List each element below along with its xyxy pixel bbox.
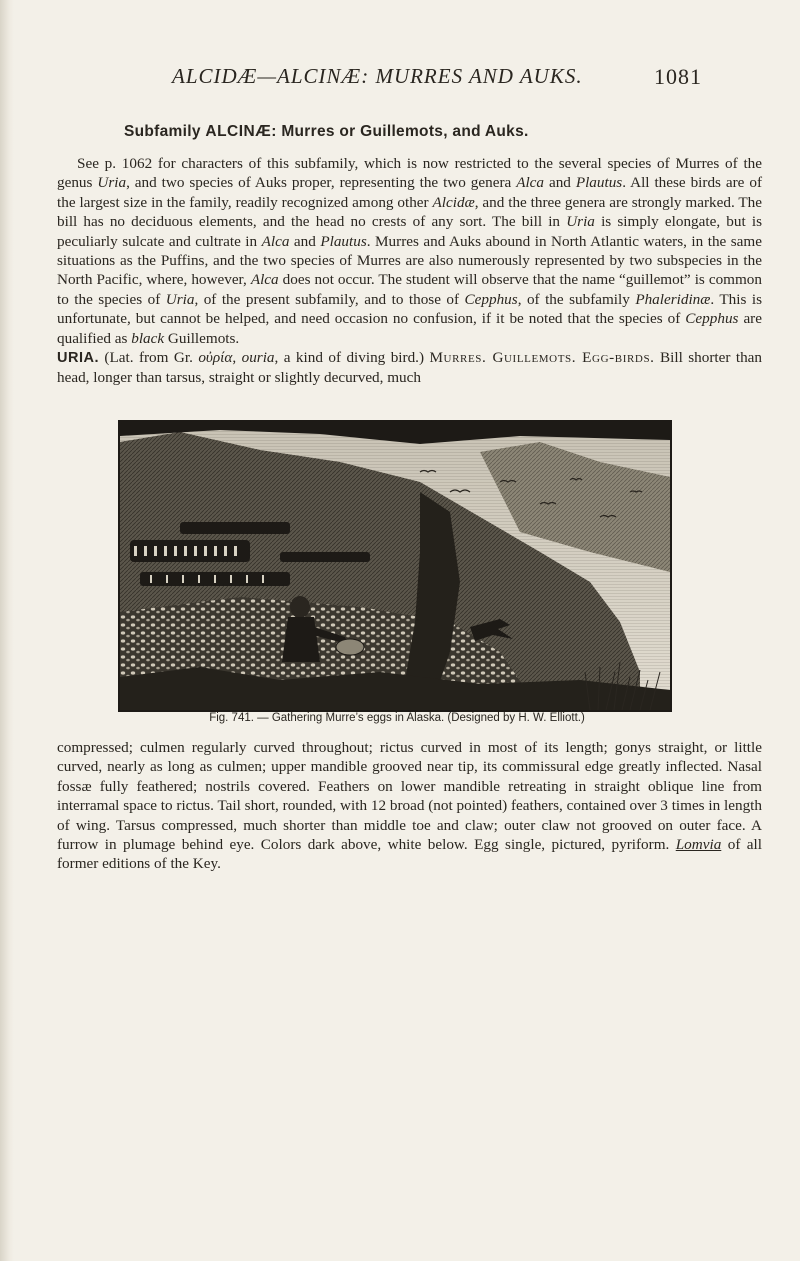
heading-subfamily-name: ALCINÆ — [205, 123, 272, 140]
figure-caption: Fig. 741. — Gathering Murre’s eggs in Alaska. (Designed by H. W. Elliott.) — [209, 712, 585, 724]
continuation-text-block — [57, 738, 762, 874]
text-run: compressed; culmen regularly curved throughout; rictus curved in most of its length; gonys straight, or little curved, nearly as long as culmen; upper mandible grooved near tip, its commissural edge greatly inflected. Nasal fossæ fully feathered; nostrils covered. Feathers on lower mandible retreating in straight oblique line from interramal space to rictus. Tail short, rounded, with 12 broad (not pointed) feathers, contained over 3 times in length of wing. Tarsus compressed, much shorter than middle toe and claw; outer claw not grooved on outer face. A furrow in plumage behind eye. Colors dark above, white below. Egg single, pictured, pyriform. — [57, 739, 762, 854]
text-run: and — [289, 232, 321, 250]
italic-term: Lomvia — [675, 836, 722, 854]
section-heading — [124, 123, 744, 141]
text-run: Guillemots. — [164, 329, 240, 347]
italic-term: Alca — [261, 232, 290, 250]
engraving-figure — [118, 420, 672, 712]
text-run: Bill shorter than head, longer than tarsus, straight or slightly decurved, much — [57, 349, 763, 387]
italic-term: Uria — [165, 290, 195, 308]
text-run: are qualified as — [57, 310, 762, 347]
text-run: , a kind of diving bird.) — [274, 349, 430, 367]
genus-name: URIA. — [57, 350, 99, 367]
heading-suffix: : Murres or Guillemots, and Auks. — [271, 123, 529, 140]
italic-term: ouria — [241, 349, 275, 367]
page-spine-shadow — [0, 0, 14, 1261]
italic-term: Phaleridinæ — [635, 290, 711, 308]
text-run: , of the present subfamily, and to those of — [194, 290, 465, 308]
italic-term: Cepphus — [685, 310, 739, 328]
text-run: , — [232, 349, 242, 367]
page-number: 1081 — [654, 64, 702, 89]
engraving-illustration — [120, 422, 670, 710]
text-run: , and two species of Auks proper, representing the two genera — [126, 174, 517, 192]
italic-term: Alcidæ — [432, 193, 475, 211]
genus-paragraph — [57, 348, 762, 388]
text-run: is simply elongate, but is peculiarly sulcate and cultrate in — [57, 213, 762, 250]
text-run: , of the subfamily — [517, 290, 636, 308]
text-run: of all former editions of the Key. — [57, 836, 762, 873]
text-run: and — [544, 174, 576, 192]
greek-term: οὐρία — [198, 349, 233, 367]
text-run: (Lat. from Gr. — [98, 349, 199, 367]
italic-term: Cepphus — [464, 290, 518, 308]
italic-term: black — [131, 329, 165, 347]
running-title: ALCIDÆ—ALCINÆ: MURRES AND AUKS. — [172, 64, 583, 88]
italic-term: Plautus — [575, 174, 623, 192]
text-run: . All these birds are of the largest size in the family, readily recognized among other — [57, 174, 762, 211]
italic-term: Plautus — [320, 232, 367, 250]
italic-term: Alca — [250, 271, 279, 289]
text-run: . Murres and Auks abound in North Atlantic waters, in the same situations as the Puffins, and the two species of Murres are also numerously represented by two subspecies in the North Pacific, where, however, — [57, 232, 762, 289]
italic-term: Alca — [516, 174, 545, 192]
italic-term: Uria — [97, 174, 127, 192]
heading-prefix: Subfamily — [124, 123, 206, 140]
intro-paragraph — [57, 154, 762, 348]
intro-text-block — [57, 154, 762, 388]
common-names: Murres. Guillemots. Egg-birds. — [429, 349, 655, 367]
text-run: , and the three genera are strongly marked. The bill has no deciduous elements, and the head no crests of any sort. The bill in — [57, 193, 762, 231]
text-run: does not occur. The student will observe that the name “guillemot” is common to the species of — [57, 271, 762, 308]
continuation-paragraph — [57, 738, 762, 874]
italic-term: Uria — [566, 213, 595, 231]
text-run: . This is unfortunate, but cannot be helped, and need occasion no confusion, if it be noted that the species of — [57, 290, 762, 328]
text-run: See p. 1062 for characters of this subfamily, which is now restricted to the several species of Murres of the genus — [57, 155, 762, 192]
